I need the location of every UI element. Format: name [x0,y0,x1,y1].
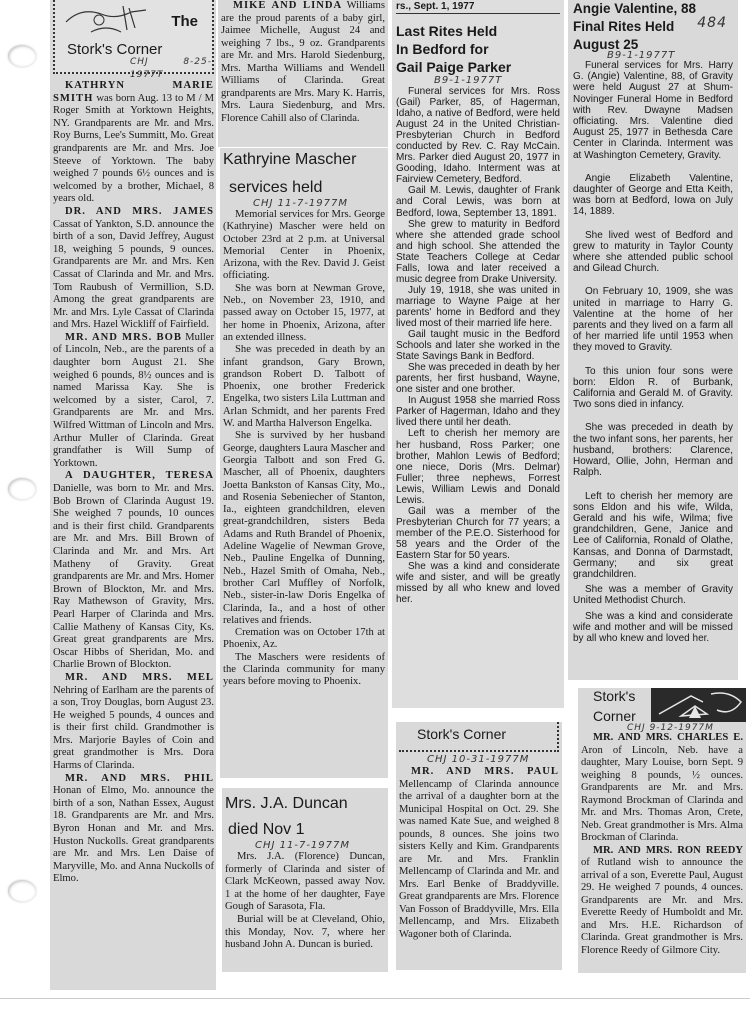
obituary-paragraph: To this union four sons were born: Eldon R. of Burbank, California and Gerald M. of Gravity. Two sons died in infancy. [573,365,733,411]
obituary-paragraph: She is survived by her husband George, daughters Laura Mascher and Georgia Talbott and son Fred G. Mascher, all of Phoenix, daughters Joetta Bankston of Kansas City, Mo., and Rosenia Sebeniecher of Stanton, Ia., eighteen grandchildren, eleven great-grandchildren, sisters Beda Adams and Ruth Brandel of Phoenix, Adeline Wagelie of Newman Grove, Neb., Pauline Engelka of Dunning, Neb., Hazel Smith of Omaha, Neb., brother Carl Muffley of Norfolk, Neb., sister-in-law Doris Engelka of Clarinda, Ia., and a host of other relatives and friends. [223,430,385,626]
stork-corner-header [581,688,743,732]
birth-notice: MR. AND MRS. MEL Nehring of Earlham are the parents of a son, Troy Douglas, born August 23. He weighed 5 pounds, 4 ounces and is their first child. Grandmother is Mrs. Marjorie Bayles of Coin and great grandmother is Mrs. Dora Harms of Clarinda. [53,671,214,772]
headline-row [573,15,733,36]
handwritten-date: CHJ 11-7-1977M [253,198,349,209]
dateline: rs., Sept. 1, 1977 [396,0,560,14]
obituary-paragraph: She was preceded in death by an infant grandson, Gary Brown, grandson Robert D. Talbott of Phoenix, one brother Frederick Engelka, two sisters Lila Luttman and Arlan Schmidt, and her parents Fred W. and Martha Halverson Engelka. [223,344,385,430]
headline: Gail Paige Parker [396,59,512,75]
obituary-paragraph: She was a kind and considerate wife and sister, and will be greatly missed by all who knew and loved her. [396,561,560,606]
header-title: Stork's [593,688,636,704]
handwritten-date: CHJ 11-7-1977M [255,840,351,851]
headline: Final Rites Held [573,19,675,34]
headline: Kathryine Mascher [223,151,357,168]
stork-corner-clipping-1 [50,0,216,990]
headline: In Bedford for [396,41,489,57]
obituary-paragraph: Gail taught music in the Bedford Schools and later she worked in the State Savings Bank in Bedford. [396,329,560,363]
headline: died Nov 1 [228,821,305,838]
obituary-paragraph: Memorial services for Mrs. George (Kathryine) Mascher were held on October 23rd at 2 p.m. at Universal Memorial Center in Phoenix, Arizona, with the Rev. David J. Geist officiating. [223,209,385,282]
obituary-paragraph: She was born at Newman Grove, Neb., on November 23, 1910, and passed away on October 15, 1977, at her home in Phoenix, Arizona, after an extended illness. [223,282,385,343]
header-title: Stork's Corner [67,41,163,58]
headline: August 25 [573,37,639,52]
birth-notice: MR. AND MRS. RON REEDY of Rutland wish to announce the arrival of a son, Everette Paul, August 29. He weighed 7 pounds, 4 ounces. Grandparents are Mr. and Mrs. Everette Reedy of Humboldt and Mr. and Mrs. H.E. Richardson of Clarinda. Great grandmother is Mrs. Florence Reedy of Gilmore City. [581,844,743,956]
obituary-paragraph: Funeral services for Mrs. Ross (Gail) Parker, 85, of Hagerman, Idaho, a native of Bedford, were held August 24 in the United Christian-Presbyterian Church in Bedford conducted by Rev. C. Ray McCain. Mrs. Parker died August 20, 1977 in Gooding, Idaho. Interment was at Fairview Cemetery, Bedford. [396,86,560,186]
obituary-paragraph: Mrs. J.A. (Florence) Duncan, formerly of Clarinda and sister of Clark McKeown, passed away Nov. 1 at the home of her daughter, Faye Gough of Sarasota, Fla. [225,851,385,913]
binder-hole [8,478,36,500]
obituary-paragraph: On February 10, 1909, she was united in marriage to Harry G. Valentine at the home of her parents and they lived on a farm all of her married life until 1953 when they moved to Gravity. [573,286,733,354]
birth-notice: MR. AND MRS. PAUL Mellencamp of Clarinda announce the arrival of a daughter born at the Municipal Hospital on Oct. 29. She was named Kate Sue, and weighed 8 pounds, 8 ounces. She joins two sisters Kelly and Kim. Grandparents are Mr. and Mrs. Franklin Mellencamp of Clarinda and Mr. and Mrs. Earl Benke of Braddyville. Great grandparents are Mrs. Florence Van Fosson of Braddyville, Mrs. Ella Mellencamp, and Mrs. Elizabeth Wagoner both of Clarinda. [399,766,559,940]
headline: Mrs. J.A. Duncan [225,795,348,812]
obituary-paragraph: Cremation was on October 17th at Phoenix, Az. [223,627,385,651]
handwritten-date: CHJ 8-25-1977T [130,57,212,80]
stork-corner-header [53,0,214,80]
birth-notice: MR. AND MRS. PHIL Honan of Elmo, Mo. announce the birth of a son, Nathan Essex, August 18. Grandparents are Mr. and Mrs. Byron Honan and Mr. and Mrs. Huston Nuckolls. Great grandparents are Mr. and Mrs. Len Daise of Maryville, Mo. and Anna Nuckolls of Elmo. [53,772,214,885]
obituary-paragraph: She was preceded in death by her parents, her first husband, Wayne, one sister and one brother. [396,362,560,396]
obituary-paragraph: Left to cherish her memory are her husband, Ross Parker; one brother, Mahlon Lewis of Bedford; one niece, Doris (Mrs. Delmar) Fuller; three nephews, Forrest Lewis, William Lewis and Donald Lewis. [396,428,560,506]
obituary-paragraph: The Maschers were residents of the Clarinda community for many years before moving to Phoenix. [223,651,385,688]
obituary-paragraph: Angie Elizabeth Valentine, daughter of George and Etta Keith, was born at Bedford, Iowa on July 14, 1889. [573,172,733,218]
obituary-paragraph: Gail was a member of the Presbyterian Church for 77 years; a member of the P.E.O. Sisterhood for 58 years and the Order of the Eastern Star for 50 years. [396,505,560,561]
obituary-paragraph: Gail M. Lewis, daughter of Frank and Coral Lewis, was born at Bedford, Iowa, September 13, 1891. [396,185,560,219]
obituary-paragraph: She was a kind and considerate wife and mother and will be missed by all who knew and loved her. [573,610,733,644]
stork-illustration-icon [61,2,151,40]
obituary-paragraph: July 19, 1918, she was united in marriage to Wayne Paige at her parents' home in Bedford and they lived most of their married life here. [396,284,560,329]
headline: services held [229,179,323,196]
mascher-obituary-clipping [220,148,388,778]
stork-illustration-icon [651,688,746,722]
birth-notice: MR. AND MRS. BOB Muller of Lincoln, Neb., are the parents of a daughter born August 21. She weighed 6 pounds, 8½ ounces and is named Marissa Kay. She is welcomed by a sister, Carol, 7. Grandparents are Mr. and Mrs. Wilfred Wittman of Lincoln and Mrs. Arthur Muller of Clarinda. Great grandfather is Will Sump of Yorktown. [53,331,214,469]
obituary-paragraph: She was a member of Gravity United Methodist Church. [573,584,733,607]
handwritten-date: B9-1-1977T [434,75,503,86]
header-title: Corner [593,708,636,724]
obituary-paragraph: Funeral services for Mrs. Harry G. (Angie) Valentine, 88, of Gravity were held August 27 at Shum-Novinger Funeral Home in Bedford with Rev. Dwayne Madsen officiating. Mrs. Valentine died August 25, 1977 in Bethesda Care Center in Clarinda. Interment was at Washington Cemetery, Gravity. [573,60,733,161]
birth-notice: A DAUGHTER, TERESA Danielle, was born to Mr. and Mrs. Bob Brown of Clarinda August 19. She weighed 7 pounds, 10 ounces and is their first child. Grandparents are Mr. and Mrs. Bill Brown of Clarinda and Mr. and Mrs. Art Matheny of Gravity. Great grandparents are Mr. and Mrs. Homer Brown of Blockton, Mr. and Mrs. Ray Mathewson of Gravity, Mrs. Pearl Harper of Clarinda and Mrs. Callie Matheny of Kansas City, Ks. Great great grandparents are Mrs. Oscar Hibbs of Sheridan, Mo. and Charlie Brown of Blockton. [53,470,214,671]
birth-notice: KATHRYN MARIE SMITH was born Aug. 13 to M / M Roger Smith at Yorktown Heights, NY. Grandparents are Mr. and Mrs. Roy Burns, Lee's Summitt, Mo. Great grandparents are Mr. and Mrs. Joe Steeve of Yorktown. The baby weighed 7 pounds 6½ ounces and is welcomed by a brother, Michael, 8 years old. [53,80,214,205]
handwritten-date: CHJ 9-12-1977M [627,723,714,733]
obituary-paragraph: Burial will be at Cleveland, Ohio, this Monday, Nov. 7, where her husband John A. Duncan is buried. [225,913,385,951]
headline: Angie Valentine, 88 [573,1,697,16]
binder-hole [8,45,36,67]
stork-corner-header [399,722,559,752]
duncan-obituary-clipping [222,788,388,972]
obituary-paragraph: She was preceded in death by the two infant sons, her parents, her husband, brothers: Clarence, Howard, Ollie, John, Herman and Ralph. [573,422,733,479]
birth-notice: DR. AND MRS. JAMES Cassat of Yankton, S.D. announce the birth of a son, David Jeffrey, August 18, weighing 5 pounds, 9 ounces. Grandparents are Mr. and Mrs. Ken Cassat of Clarinda and Mr. and Mrs. Tom Raubush of Vermillion, S.D. Among the great grandparents are Mr. and Mrs. Lyle Cassat of Clarinda and Mrs. Hazel Wickliff of Fairfield. [53,205,214,331]
handwritten-date: CHJ 10-31-1977M [427,754,530,765]
header-the: The [171,13,198,30]
stork-corner-clipping-3 [578,688,746,973]
binder-hole [8,880,36,902]
parker-obituary-clipping [392,0,564,708]
handwritten-date: B9-1-1977T [607,50,676,61]
header-title: Stork's Corner [417,726,507,742]
obituary-paragraph: She grew to maturity in Bedford where she attended grade school and high school. She attended the State Teachers College at Cedar Falls, Iowa and later received a music degree from Drake University. [396,218,560,285]
obituary-paragraph: She lived west of Bedford and grew to maturity in Taylor County where she attended public school and Gilead Church. [573,229,733,275]
obituary-paragraph: Left to cherish her memory are sons Eldon and his wife, Wilda, Gerald and his wife, Wilma; five grandchildren, Gene, Janice and Lee of California, Ronald of Olathe, Kansas, and Donna of Darmstadt, Germany; and six great grandchildren. [573,490,733,580]
williams-birth-clipping [218,0,388,147]
valentine-obituary-clipping [568,0,738,680]
stork-corner-clipping-2 [396,722,562,970]
birth-notice: MR. AND MRS. CHARLES E. Aron of Lincoln, Neb. have a daughter, Mary Louise, born Sept. 9 weighing 8 pounds, ½ ounces. Grandparents are Mr. and Mrs. Raymond Brockman of Clarinda and Mr. and Mrs. Thomas Aron, Crete, Neb. Great grandmother is Mrs. Alma Brockman of Clarinda. [581,732,743,843]
page-bottom-edge [0,998,750,999]
headline: Last Rites Held [396,23,498,39]
birth-notice: MIKE AND LINDA Williams are the proud parents of a baby girl, Jaimee Michelle, August 24 and weighing 7 lbs., 9 oz. Grandparents are Mr. and Mrs. Harold Siedenburg, Mrs. Martha Williams and Wendell Williams of Clarinda. Great grandparents are Mrs. Mary K. Harris, Mrs. Laura Siedenburg, and Mrs. Florence Cahill also of Clarinda. [221,0,385,124]
obituary-paragraph: In August 1958 she married Ross Parker of Hagerman, Idaho and they lived there until her death. [396,395,560,429]
handwritten-page-number: 484 [697,15,727,31]
